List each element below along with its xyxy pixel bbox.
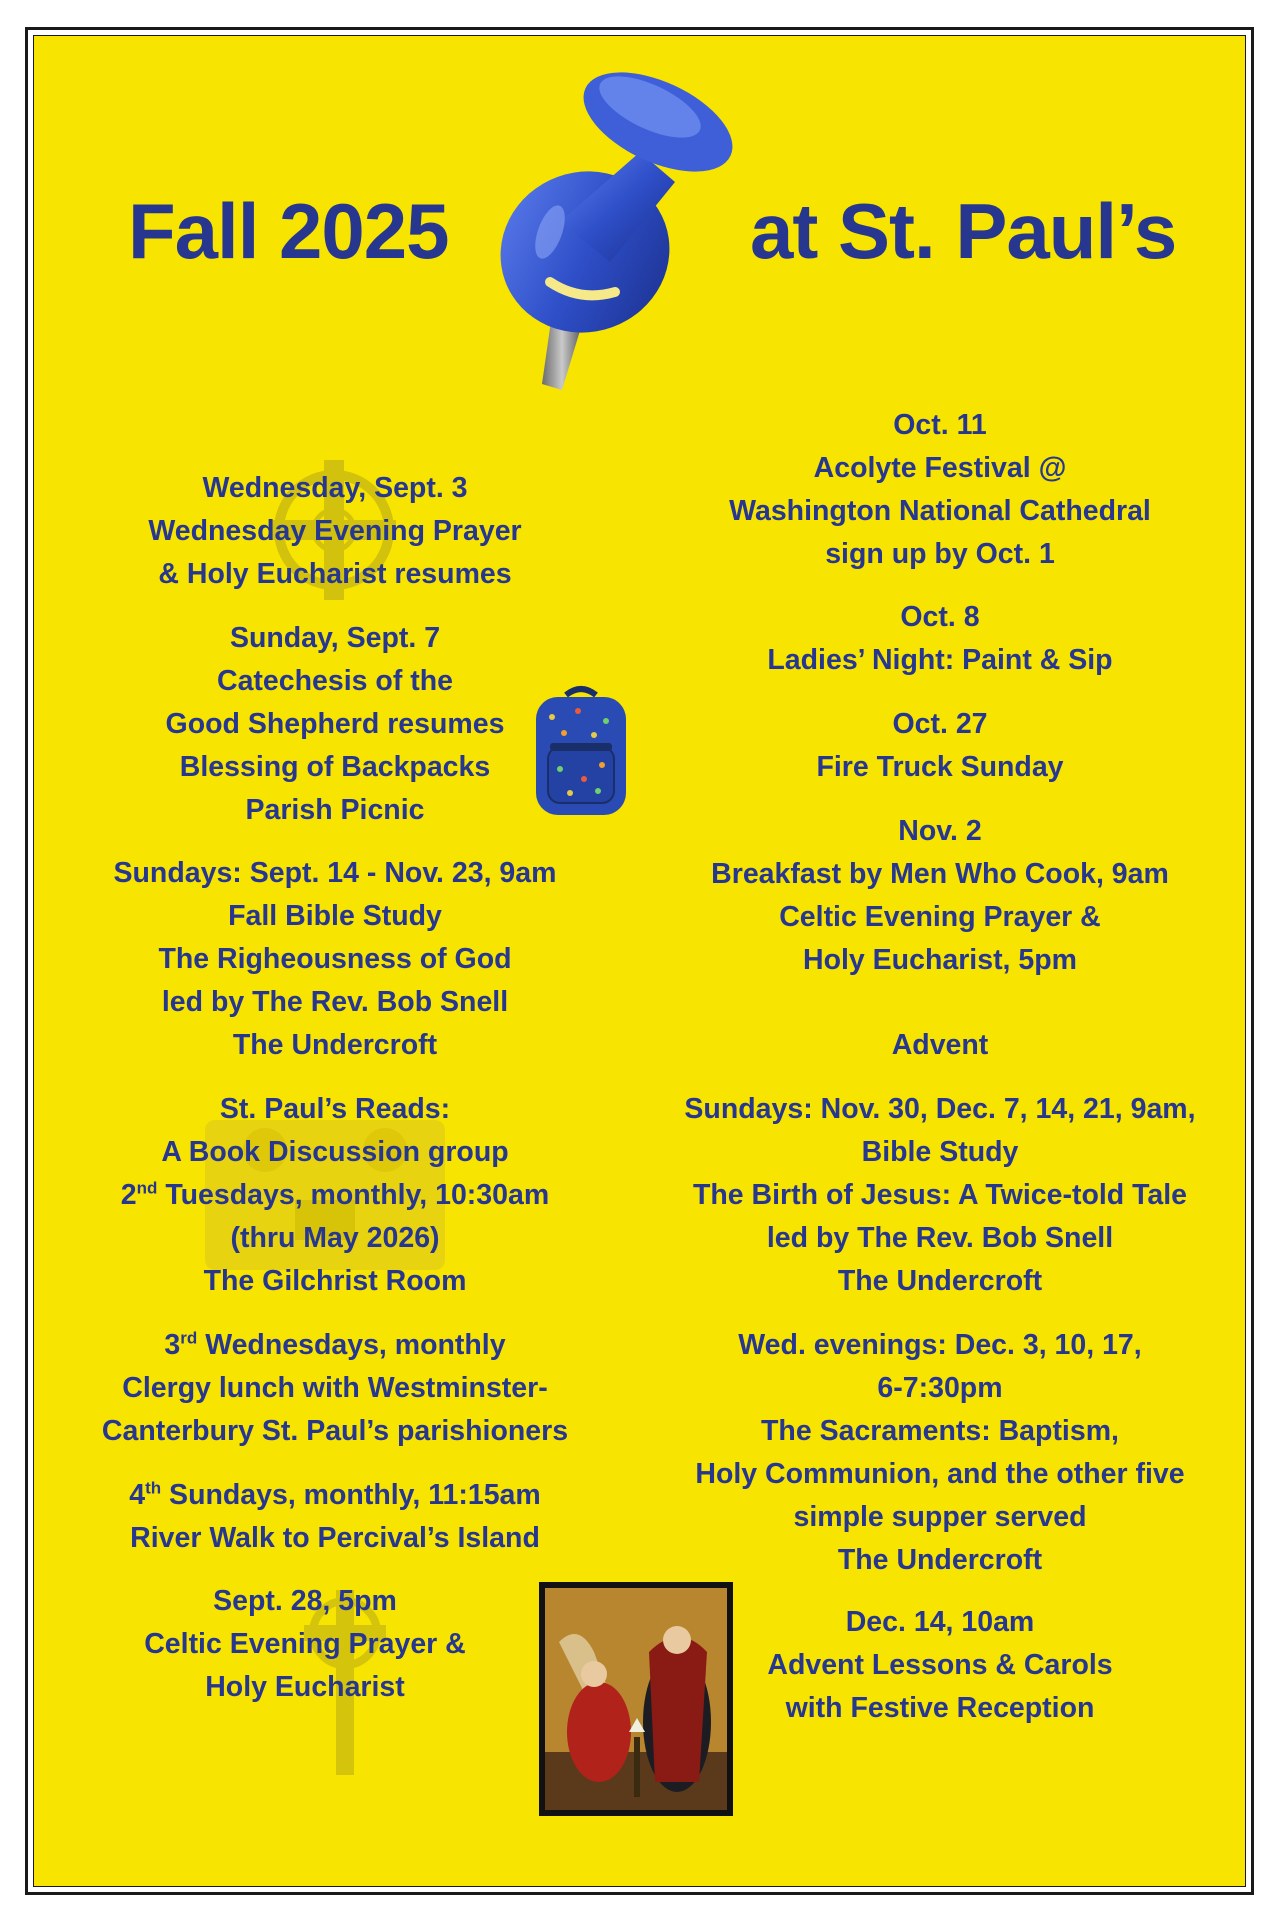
event-wednesday-sept-3: Wednesday, Sept. 3 Wednesday Evening Prayer & Holy Eucharist resumes [148,472,522,590]
push-pin-icon [490,52,760,402]
advent-heading: Advent [891,1029,989,1061]
event-celtic-evening-prayer: Sept. 28, 5pm Celtic Evening Prayer & Holy Eucharist [144,1585,466,1703]
event-clergy-lunch: 3rd Wednesdays, monthly Clergy lunch with Westminster- Canterbury St. Paul’s parishioners [101,1328,569,1447]
event-acolyte-festival: Oct. 11 Acolyte Festival @ Washington National Cathedral sign up by Oct. 1 [729,409,1151,570]
event-fall-bible-study: Sundays: Sept. 14 - Nov. 23, 9am Fall Bible Study The Righeousness of God led by The Rev. Bob Snell The Undercroft [113,857,557,1061]
event-advent-bible-study: Sundays: Nov. 30, Dec. 7, 14, 21, 9am, Bible Study The Birth of Jesus: A Twice-told Tale led by The Rev. Bob Snell The Undercroft [684,1093,1196,1297]
event-lessons-and-carols: Dec. 14, 10am Advent Lessons & Carols with Festive Reception [767,1606,1113,1724]
event-st-pauls-reads: St. Paul’s Reads: A Book Discussion group 2nd Tuesdays, monthly, 10:30am (thru May 2026) The Gilchrist Room [120,1093,550,1297]
event-ladies-night: Oct. 8 Ladies’ Night: Paint & Sip [767,601,1113,676]
event-sacraments-series: Wed. evenings: Dec. 3, 10, 17, 6-7:30pm The Sacraments: Baptism, Holy Communion, and the other five simple supper served The Undercroft [695,1329,1185,1576]
event-river-walk: 4th Sundays, monthly, 11:15am River Walk to Percival’s Island [129,1478,541,1554]
title-fall-2025: Fall 2025 [128,187,449,275]
event-nov-2: Nov. 2 Breakfast by Men Who Cook, 9am Celtic Evening Prayer & Holy Eucharist, 5pm [711,815,1169,976]
event-fire-truck-sunday: Oct. 27 Fire Truck Sunday [816,708,1064,783]
title-at-st-pauls: at St. Paul’s [750,187,1177,275]
event-sunday-sept-7: Sunday, Sept. 7 Catechesis of the Good Shepherd resumes Blessing of Backpacks Parish Picnic [165,622,505,826]
